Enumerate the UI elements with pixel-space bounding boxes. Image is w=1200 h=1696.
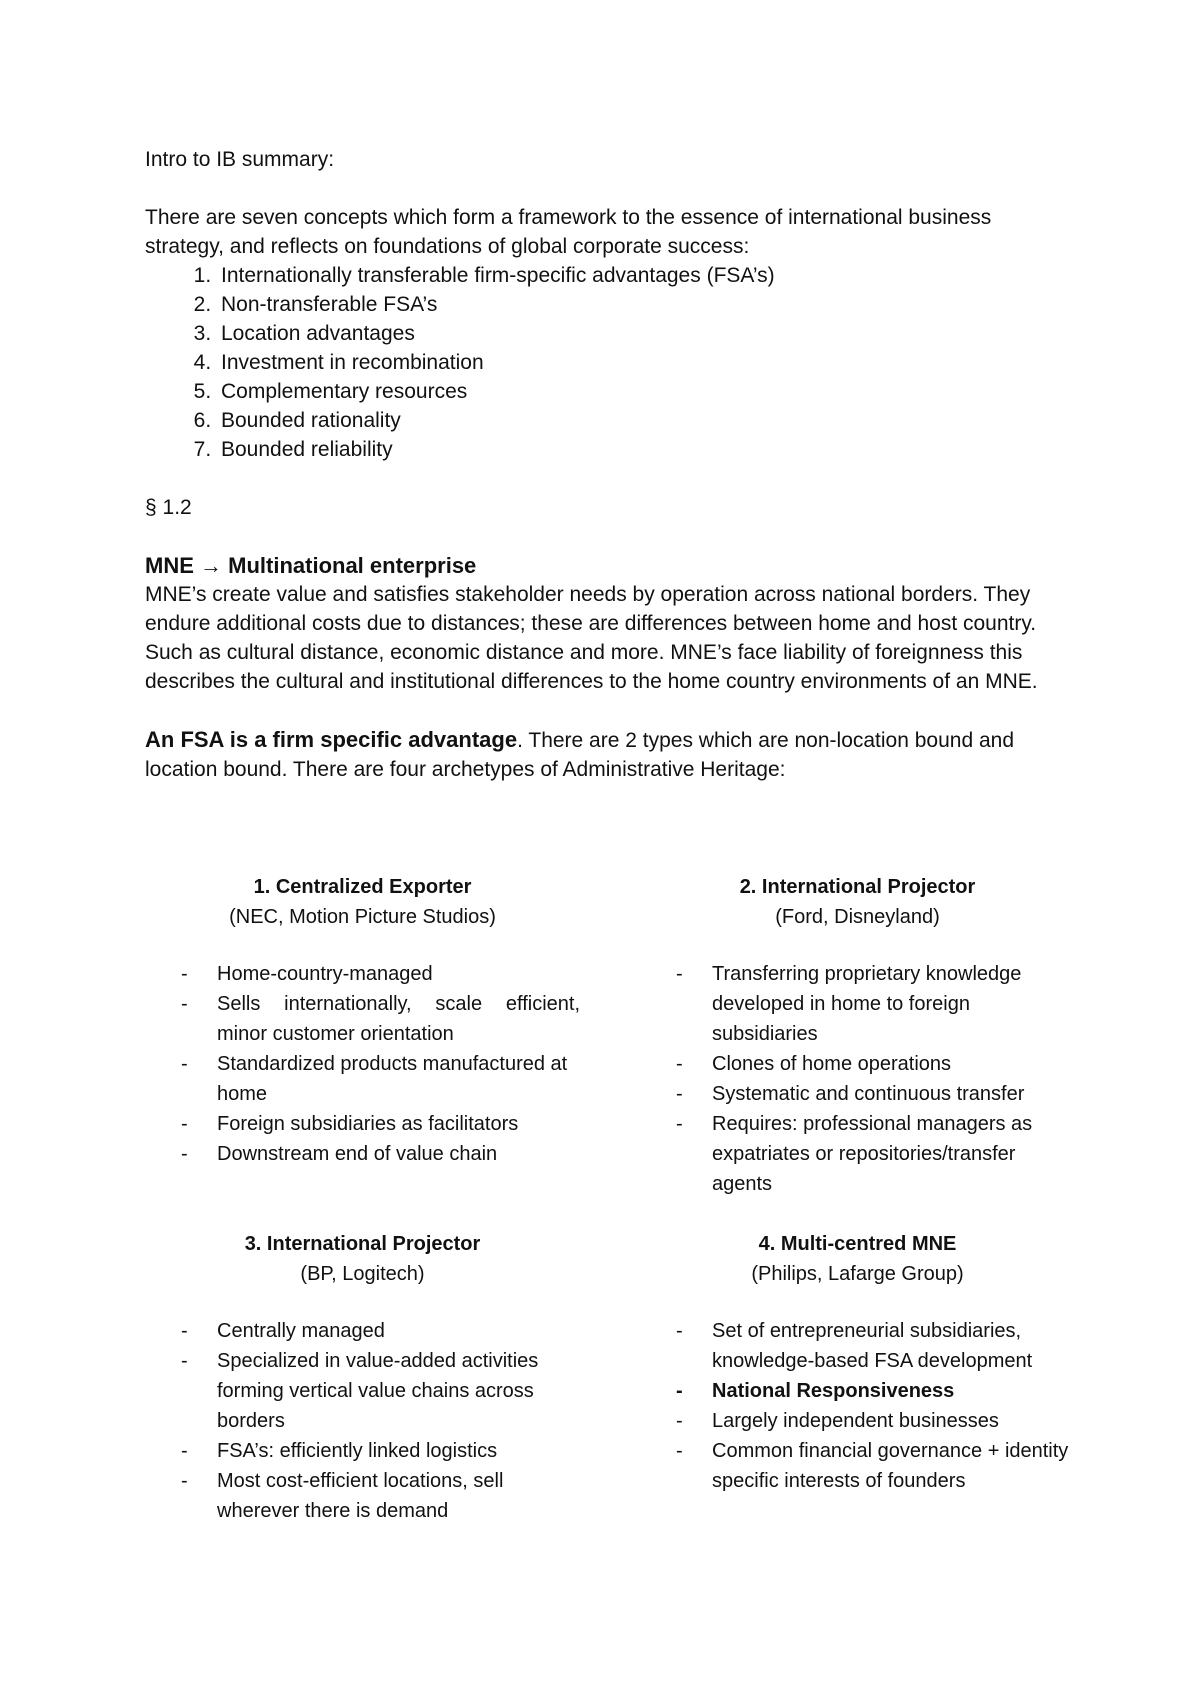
- mne-definition: Multinational enterprise: [228, 553, 477, 578]
- archetype-international-projector: [610, 872, 1075, 1199]
- archetype-title: 2. International Projector: [739, 876, 976, 898]
- list-item: - Downstream end of value chain: [145, 1139, 580, 1169]
- archetype-title: 1. Centralized Exporter: [253, 876, 472, 898]
- concepts-list: [145, 261, 1075, 464]
- archetypes-grid: [145, 872, 1075, 1526]
- archetypes-row: [145, 1229, 1075, 1526]
- mne-text: MNE’s create value and satisfies stakeholder needs by operation across national borders. They endure additional costs due to distances; these are differences between home and host country. Such as cultural distance, economic distance and more. MNE’s face liability of foreignness this describes the cultural and institutional differences to the home country environments of an MNE.: [145, 583, 1038, 693]
- list-item: - Requires: professional managers as expatriates or repositories/transfer agents: [640, 1109, 1075, 1199]
- archetype-examples: (Ford, Disneyland): [775, 906, 940, 928]
- archetype-international-projector-2: [145, 1229, 610, 1526]
- archetype-title: 4. Multi-centred MNE: [758, 1233, 957, 1255]
- fsa-definition: An FSA is a firm specific advantage: [145, 727, 518, 752]
- list-item: - Centrally managed: [145, 1316, 580, 1346]
- archetype-points: [145, 1316, 580, 1526]
- list-item: - Specialized in value-added activities forming vertical value chains across borders: [145, 1346, 580, 1436]
- archetype-points: [145, 959, 580, 1169]
- concept-item: 6. Bounded rationality: [217, 406, 1075, 435]
- intro-title: Intro to IB summary:: [145, 148, 335, 171]
- arrow-icon: →: [200, 553, 223, 578]
- list-item: - FSA’s: efficiently linked logistics: [145, 1436, 580, 1466]
- list-item: - Systematic and continuous transfer: [640, 1079, 1075, 1109]
- list-item: - Common financial governance + identity specific interests of founders: [640, 1436, 1075, 1496]
- list-item: - National Responsiveness: [640, 1376, 1075, 1406]
- archetype-points: [640, 1316, 1075, 1496]
- list-item: - Transferring proprietary knowledge developed in home to foreign subsidiaries: [640, 959, 1075, 1049]
- archetypes-row: [145, 872, 1075, 1199]
- archetype-title: 3. International Projector: [244, 1233, 481, 1255]
- archetype-multi-centred-mne: [610, 1229, 1075, 1526]
- concept-item: 7. Bounded reliability: [217, 435, 1075, 464]
- concept-item: 1. Internationally transferable firm-specific advantages (FSA’s): [217, 261, 1075, 290]
- list-item: - Foreign subsidiaries as facilitators: [145, 1109, 580, 1139]
- concept-item: 2. Non-transferable FSA’s: [217, 290, 1075, 319]
- list-item: - Clones of home operations: [640, 1049, 1075, 1079]
- archetype-examples: (NEC, Motion Picture Studios): [229, 906, 496, 928]
- archetype-centralized-exporter: [145, 872, 610, 1199]
- document-body: [145, 145, 1075, 784]
- concept-item: 3. Location advantages: [217, 319, 1075, 348]
- mne-term: MNE: [145, 553, 194, 578]
- fsa-paragraph: [145, 725, 1075, 784]
- list-item: - Largely independent businesses: [640, 1406, 1075, 1436]
- list-item: - Most cost-efficient locations, sell wherever there is demand: [145, 1466, 580, 1526]
- concept-item: 5. Complementary resources: [217, 377, 1075, 406]
- fsa-text: . There are 2 types which are non-location bound and location bound. There are four archetypes of Administrative Heritage:: [145, 729, 1015, 781]
- concept-item: 4. Investment in recombination: [217, 348, 1075, 377]
- section-ref: § 1.2: [145, 496, 192, 519]
- list-item: - Home-country-managed: [145, 959, 580, 989]
- list-item: - Sells internationally, scale efficient, minor customer orientation: [145, 989, 580, 1049]
- archetype-points: [640, 959, 1075, 1199]
- mne-heading: [145, 551, 1075, 580]
- archetype-examples: (Philips, Lafarge Group): [751, 1263, 964, 1285]
- list-item: - Set of entrepreneurial subsidiaries, knowledge-based FSA development: [640, 1316, 1075, 1376]
- intro-text: There are seven concepts which form a framework to the essence of international business strategy, and reflects on foundations of global corporate success:: [145, 206, 992, 258]
- list-item: - Standardized products manufactured at home: [145, 1049, 580, 1109]
- archetype-examples: (BP, Logitech): [300, 1263, 425, 1285]
